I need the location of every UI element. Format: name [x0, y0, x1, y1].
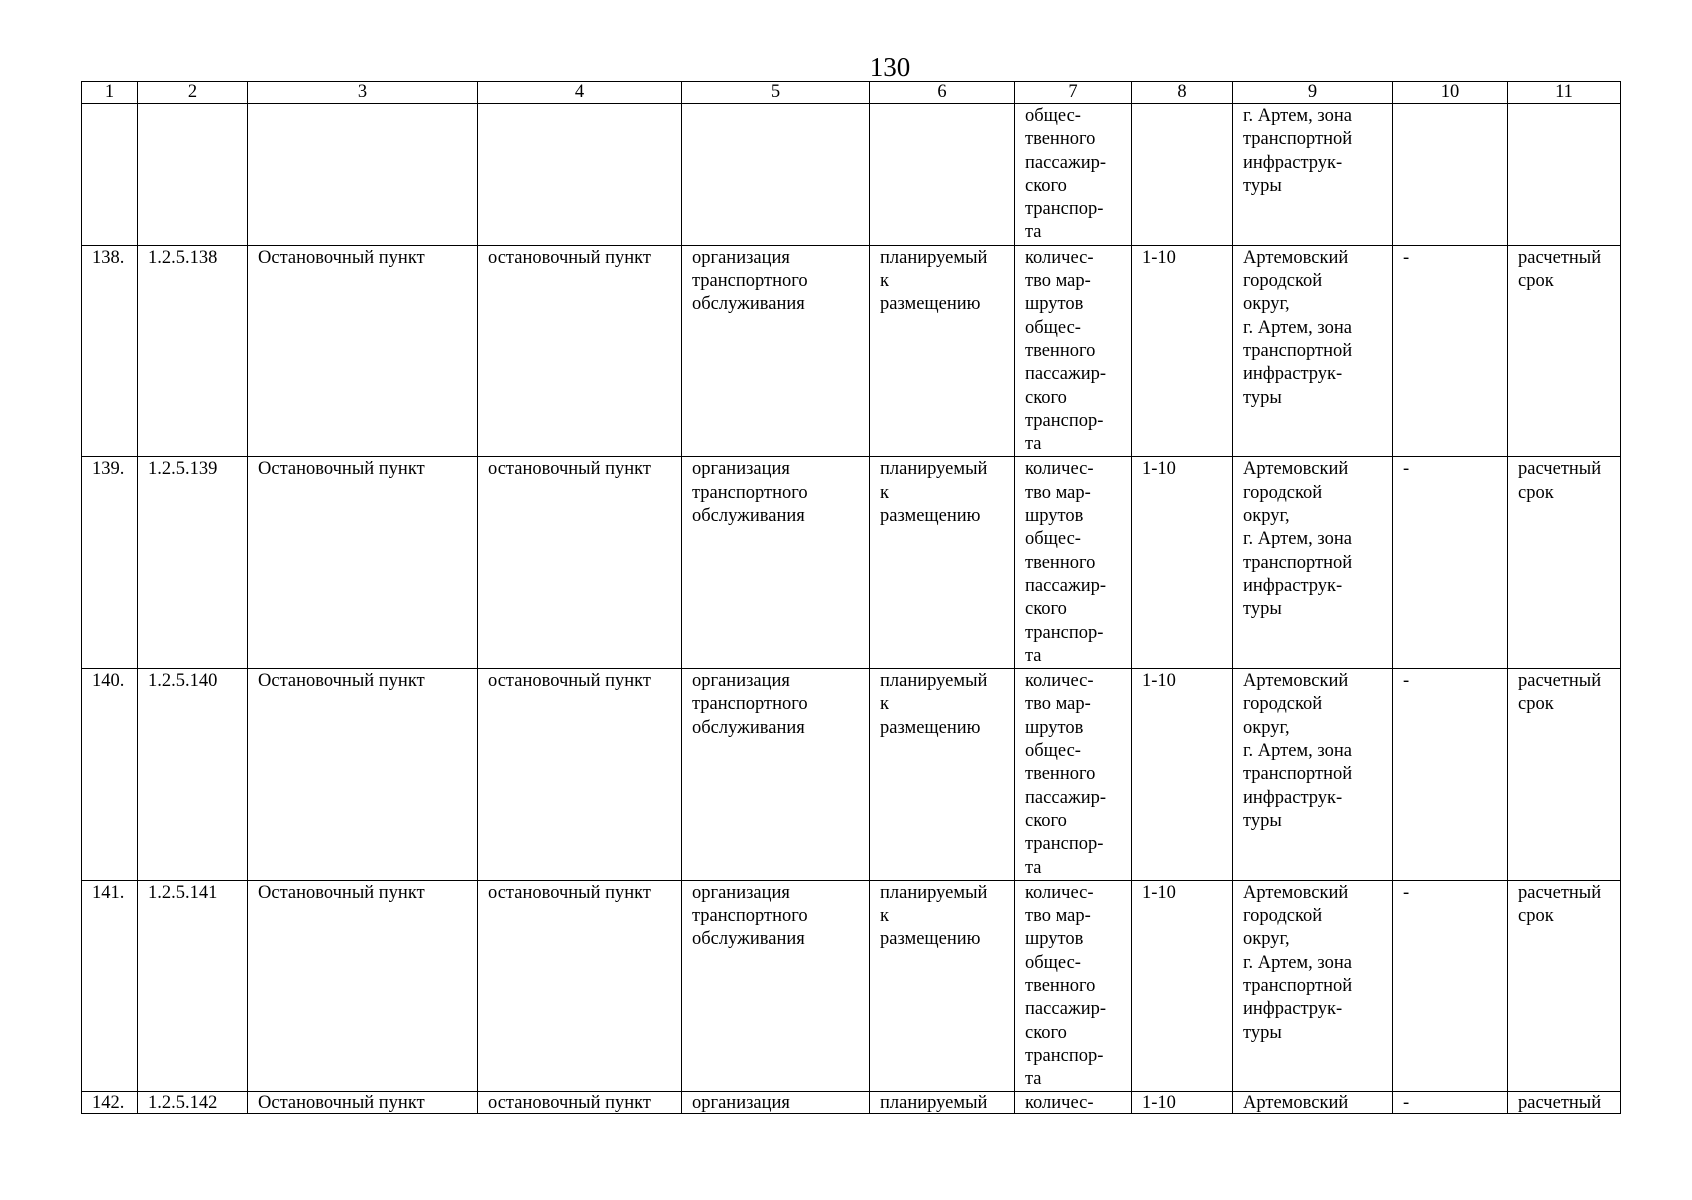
object-type: остановочный пункт	[478, 1092, 682, 1114]
zone-cell: -	[1393, 880, 1508, 1092]
object-purpose: организация транспортного обслуживания	[682, 880, 870, 1092]
row-number: 138.	[82, 245, 138, 457]
row-number: 139.	[82, 457, 138, 669]
term-cell: расчетный	[1508, 1092, 1621, 1114]
object-code: 1.2.5.138	[138, 245, 248, 457]
row-number: 140.	[82, 669, 138, 881]
characteristic-cell: количес-	[1015, 1092, 1132, 1114]
page-number: 130	[869, 52, 911, 82]
characteristic-cell: количес- тво мар- шрутов общес- твенного пассажир- ского транспор- та	[1015, 457, 1132, 669]
term-cell: расчетный срок	[1508, 245, 1621, 457]
table-cell	[82, 104, 138, 246]
object-name: Остановочный пункт	[248, 245, 478, 457]
zone-cell: -	[1393, 1092, 1508, 1114]
table-cell	[682, 104, 870, 246]
table-row	[82, 1092, 1621, 1114]
column-header: 7	[1015, 82, 1132, 104]
object-type: остановочный пункт	[478, 457, 682, 669]
location-cell: Артемовский	[1233, 1092, 1393, 1114]
column-header: 6	[870, 82, 1015, 104]
characteristic-cell: количес- тво мар- шрутов общес- твенного пассажир- ского транспор- та	[1015, 245, 1132, 457]
objects-table	[81, 81, 1621, 1114]
term-cell: расчетный срок	[1508, 669, 1621, 881]
table-row	[82, 245, 1621, 457]
object-name: Остановочный пункт	[248, 457, 478, 669]
column-header: 10	[1393, 82, 1508, 104]
continuation-row	[82, 104, 1621, 246]
column-number-row	[82, 82, 1621, 104]
object-code: 1.2.5.140	[138, 669, 248, 881]
object-type: остановочный пункт	[478, 245, 682, 457]
location-cell: Артемовский городской округ, г. Артем, зона транспортной инфраструк- туры	[1233, 457, 1393, 669]
object-purpose: организация транспортного обслуживания	[682, 245, 870, 457]
column-header: 8	[1132, 82, 1233, 104]
characteristic-cell: количес- тво мар- шрутов общес- твенного пассажир- ского транспор- та	[1015, 880, 1132, 1092]
characteristic-cell: количес- тво мар- шрутов общес- твенного пассажир- ского транспор- та	[1015, 669, 1132, 881]
object-purpose: организация	[682, 1092, 870, 1114]
characteristic-cell: общес- твенного пассажир- ского транспор- та	[1015, 104, 1132, 246]
table-row	[82, 669, 1621, 881]
column-header: 4	[478, 82, 682, 104]
object-name: Остановочный пункт	[248, 669, 478, 881]
zone-cell: -	[1393, 669, 1508, 881]
object-purpose: организация транспортного обслуживания	[682, 669, 870, 881]
term-cell: расчетный срок	[1508, 880, 1621, 1092]
object-code: 1.2.5.142	[138, 1092, 248, 1114]
row-number: 141.	[82, 880, 138, 1092]
location-cell: г. Артем, зона транспортной инфраструк- туры	[1233, 104, 1393, 246]
table-cell	[870, 104, 1015, 246]
table-cell	[138, 104, 248, 246]
table-cell	[478, 104, 682, 246]
characteristic-value: 1-10	[1132, 457, 1233, 669]
object-status: планируемый к размещению	[870, 669, 1015, 881]
object-status: планируемый к размещению	[870, 245, 1015, 457]
object-status: планируемый	[870, 1092, 1015, 1114]
table-row	[82, 457, 1621, 669]
object-status: планируемый к размещению	[870, 880, 1015, 1092]
characteristic-value: 1-10	[1132, 1092, 1233, 1114]
table-cell	[1393, 104, 1508, 246]
object-name: Остановочный пункт	[248, 1092, 478, 1114]
characteristic-value: 1-10	[1132, 880, 1233, 1092]
location-cell: Артемовский городской округ, г. Артем, зона транспортной инфраструк- туры	[1233, 669, 1393, 881]
object-type: остановочный пункт	[478, 669, 682, 881]
location-cell: Артемовский городской округ, г. Артем, зона транспортной инфраструк- туры	[1233, 880, 1393, 1092]
table-cell	[248, 104, 478, 246]
column-header: 9	[1233, 82, 1393, 104]
table-cell	[1132, 104, 1233, 246]
characteristic-value: 1-10	[1132, 669, 1233, 881]
object-code: 1.2.5.139	[138, 457, 248, 669]
column-header: 1	[82, 82, 138, 104]
column-header: 2	[138, 82, 248, 104]
table-row	[82, 880, 1621, 1092]
object-code: 1.2.5.141	[138, 880, 248, 1092]
object-type: остановочный пункт	[478, 880, 682, 1092]
object-name: Остановочный пункт	[248, 880, 478, 1092]
term-cell: расчетный срок	[1508, 457, 1621, 669]
characteristic-value: 1-10	[1132, 245, 1233, 457]
row-number: 142.	[82, 1092, 138, 1114]
zone-cell: -	[1393, 245, 1508, 457]
column-header: 3	[248, 82, 478, 104]
zone-cell: -	[1393, 457, 1508, 669]
column-header: 5	[682, 82, 870, 104]
object-purpose: организация транспортного обслуживания	[682, 457, 870, 669]
column-header: 11	[1508, 82, 1621, 104]
table-cell	[1508, 104, 1621, 246]
location-cell: Артемовский городской округ, г. Артем, зона транспортной инфраструк- туры	[1233, 245, 1393, 457]
object-status: планируемый к размещению	[870, 457, 1015, 669]
